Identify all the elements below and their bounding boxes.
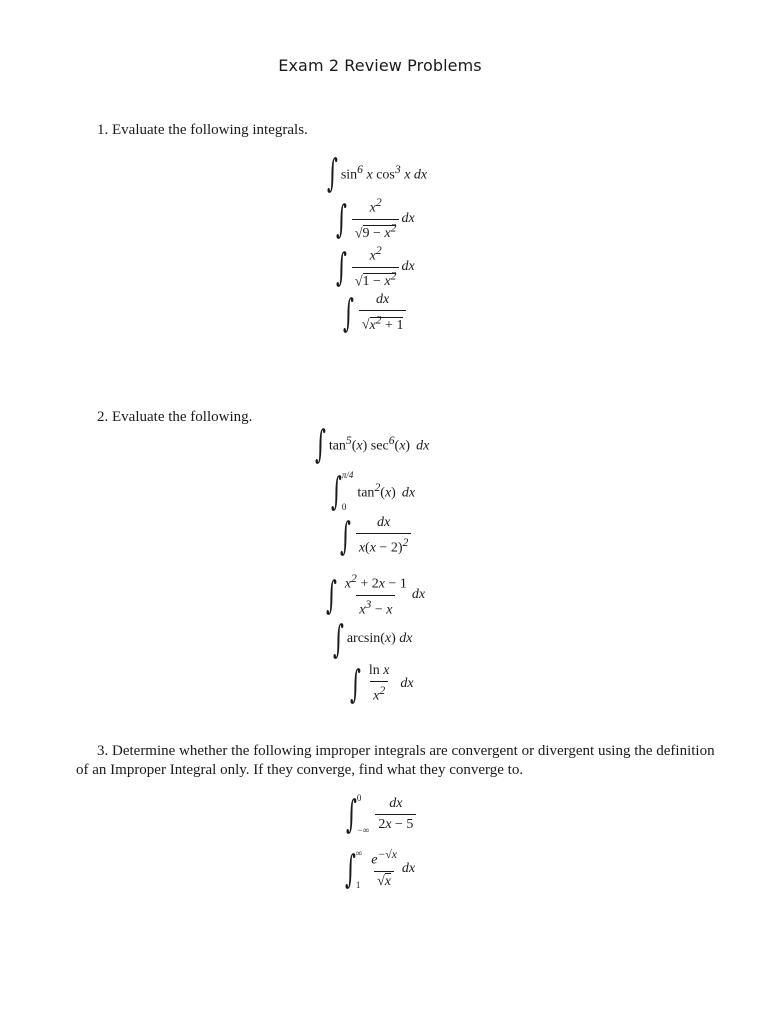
problem-2-prompt: 2. Evaluate the following. bbox=[97, 409, 253, 425]
equation-2e: ∫ arcsin(x) dx bbox=[333, 617, 413, 661]
problem-1-prompt: 1. Evaluate the following integrals. bbox=[97, 122, 308, 138]
equation-2c: ∫ $\frac{dx}{x(x - 2)^2}$ bbox=[340, 515, 413, 557]
page-title: Exam 2 Review Problems bbox=[278, 56, 482, 75]
equation-2f: ∫ $\frac{\text{ln x}}{x^2}$ dx bbox=[350, 661, 414, 706]
equation-2b: ∫ π/4 0 $\tan^2(x)$ dx bbox=[331, 469, 416, 513]
problem-3-prompt: 3. Determine whether the following improper integrals are convergent or divergent using the definition of an Improper Integral only. If they converge, find what they converge to. bbox=[76, 743, 715, 778]
equation-3a: ∫ 0 −∞ $\frac{dx}{2x - 5}$ bbox=[346, 793, 418, 835]
equation-1d: ∫ $\frac{dx}{√x^2 + 1}$ bbox=[343, 292, 408, 334]
equation-2d: ∫ $\frac{x^2 + 2x - 1}{x^3 - x}$ dx bbox=[326, 572, 426, 618]
equation-1a: ∫ $\sin^6 x$ $\cos^3 x$ dx bbox=[327, 151, 428, 195]
equation-1c: ∫ $\frac{x^2}{√1 - x^2}$ dx bbox=[336, 244, 415, 290]
equation-3b: ∫ ∞ 1 $\frac{e^{-√x}}{√x}$ dx bbox=[345, 847, 416, 891]
equation-2a: ∫ $\tan^5(x)$ $\sec^6(x)$ dx bbox=[315, 422, 430, 466]
equation-1b: ∫ $\frac{x^2}{√9 - x^2}$ dx bbox=[336, 196, 415, 242]
